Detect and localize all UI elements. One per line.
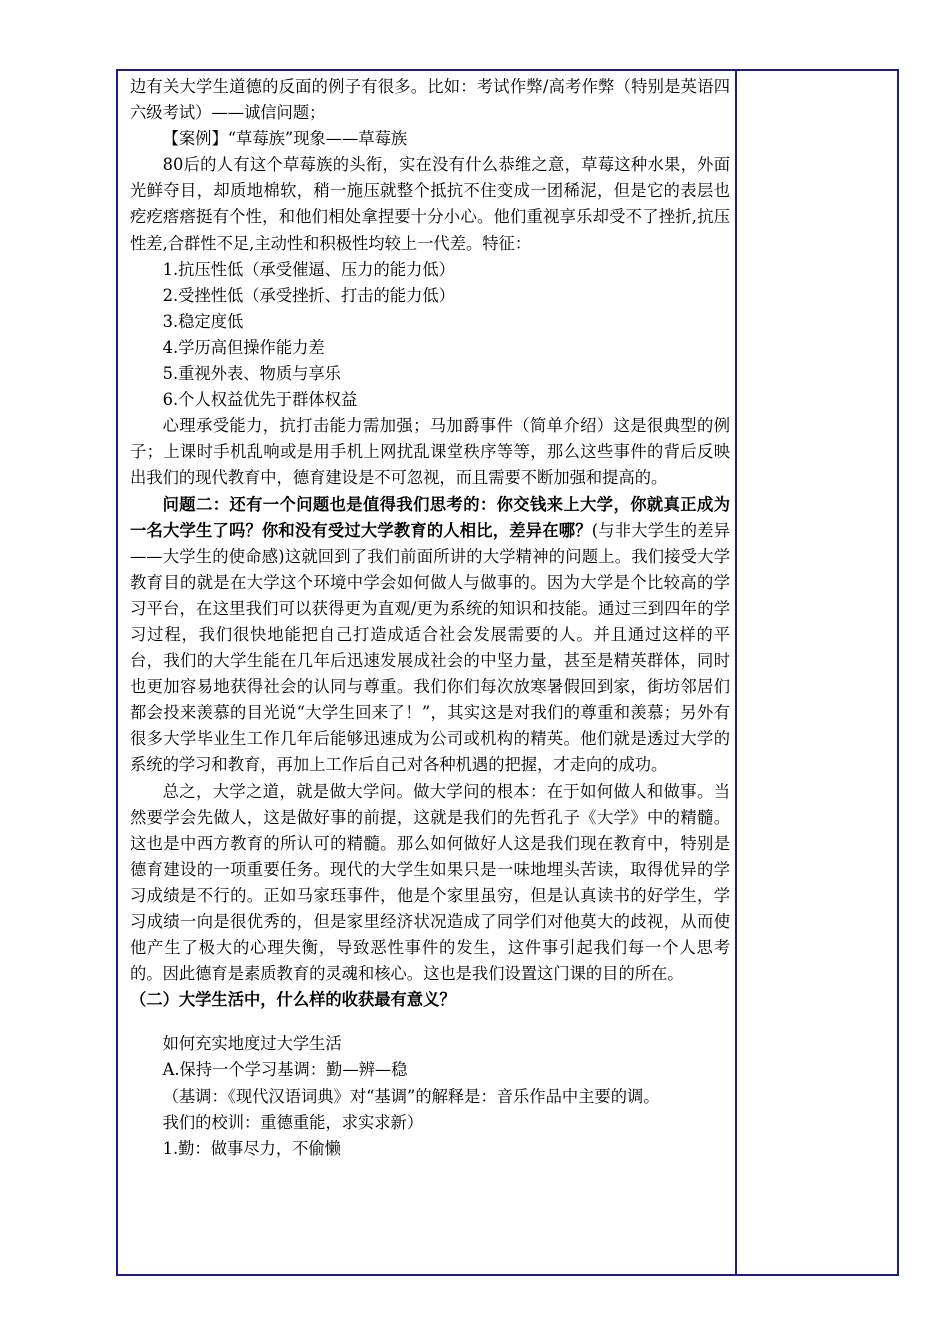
paragraph-strawberry: 80后的人有这个草莓族的头衔，实在没有什么恭维之意，草莓这种水果，外面光鲜夺目，却质地棉软，稍一施压就整个抵抗不住变成一团稀泥，但是它的表层也疙疙瘩瘩挺有个性，和他们相处拿捏要十分小心。他们重视享乐却受不了挫折,抗压性差,合群性不足,主动性和积极性均较上一代差。特征：: [130, 155, 730, 253]
paragraph-question-two: [130, 492, 730, 779]
paragraph-diligence: 1.勤：做事尽力，不偷懒: [162, 1138, 341, 1158]
list-item: 2.受挫性低（承受挫折、打击的能力低）: [162, 285, 455, 305]
list-item: 4.学历高但操作能力差: [162, 337, 325, 357]
main-content-cell: [130, 74, 730, 1162]
paragraph-definition: （基调：《现代汉语词典》对“基调”的解释是：音乐作品中主要的调。: [162, 1086, 660, 1106]
paragraph-psychology: 心理承受能力，抗打击能力需加强；马加爵事件（简单介绍）这是很典型的例子；上课时手机乱响或是用手机上网扰乱课堂秩序等等，那么这些事件的背后反映出我们的现代教育中，德育建设是不可忽视，而且需要不断加强和提高的。: [130, 416, 730, 488]
column-divider: [735, 71, 737, 1274]
question-two-bold: 问题二：还有一个问题也是值得我们思考的：你交钱来上大学，你就真正成为一名大学生了吗？你和没有受过大学教育的人相比，差异在哪？: [130, 494, 730, 540]
list-item: 3.稳定度低: [162, 311, 244, 331]
case-title: 【案例】“草莓族”现象——草莓族: [162, 129, 408, 149]
paragraph-motto: 我们的校训：重德重能，求实求新）: [162, 1112, 424, 1132]
section-heading: （二）大学生活中，什么样的收获最有意义？: [130, 990, 456, 1010]
paragraph-keynote: A.保持一个学习基调：勤—辨—稳: [162, 1060, 408, 1080]
paragraph-conclusion: 总之，大学之道，就是做大学问。做大学问的根本：在于如何做人和做事。当然要学会先做人，这是做好事的前提，这就是我们的先哲孔子《大学》中的精髓。这也是中西方教育的所认可的精髓。那么如何做好人这是我们现在教育中，特别是德育建设的一项重要任务。现代的大学生如果只是一味地埋头苦读，取得优异的学习成绩是不行的。正如马家珏事件，他是个家里虽穷，但是认真读书的好学生，学习成绩一向是很优秀的，但是家里经济状况造成了同学们对他莫大的歧视，从而使他产生了极大的心理失衡，导致恶性事件的发生，这件事引起我们每一个人思考的。因此德育是素质教育的灵魂和核心。这也是我们设置这门课的目的所在。: [130, 781, 730, 984]
paragraph-intro: 边有关大学生道德的反面的例子有很多。比如：考试作弊/高考作弊（特别是英语四六级考试）——诚信问题；: [130, 77, 730, 123]
list-item: 5.重视外表、物质与享乐: [162, 364, 341, 384]
paragraph-how: 如何充实地度过大学生活: [162, 1034, 342, 1054]
document-table: [116, 69, 899, 1276]
question-two-rest: (与非大学生的差异——大学生的使命感)这就回到了我们前面所讲的大学精神的问题上。我们接受大学教育目的就是在大学这个环境中学会如何做人与做事的。因为大学是个比较高的学习平台，在这里我们可以获得更为直观/更为系统的知识和技能。通过三到四年的学习过程，我们很快地能把自己打造成适合社会发展需要的人。并且通过这样的平台，我们的大学生能在几年后迅速发展成社会的中坚力量，甚至是精英群体，同时也更加容易地获得社会的认同与尊重。我们你们每次放寒暑假回到家，街坊邻居们都会投来羡慕的目光说“大学生回来了！”，其实这是对我们的尊重和羡慕；另外有很多大学毕业生工作几年后能够迅速成为公司或机构的精英。他们就是透过大学的系统的学习和教育，再加上工作后自己对各种机遇的把握，才走向的成功。: [130, 520, 730, 775]
list-item: 6.个人权益优先于群体权益: [162, 390, 358, 410]
list-item: 1.抗压性低（承受催逼、压力的能力低）: [162, 259, 455, 279]
